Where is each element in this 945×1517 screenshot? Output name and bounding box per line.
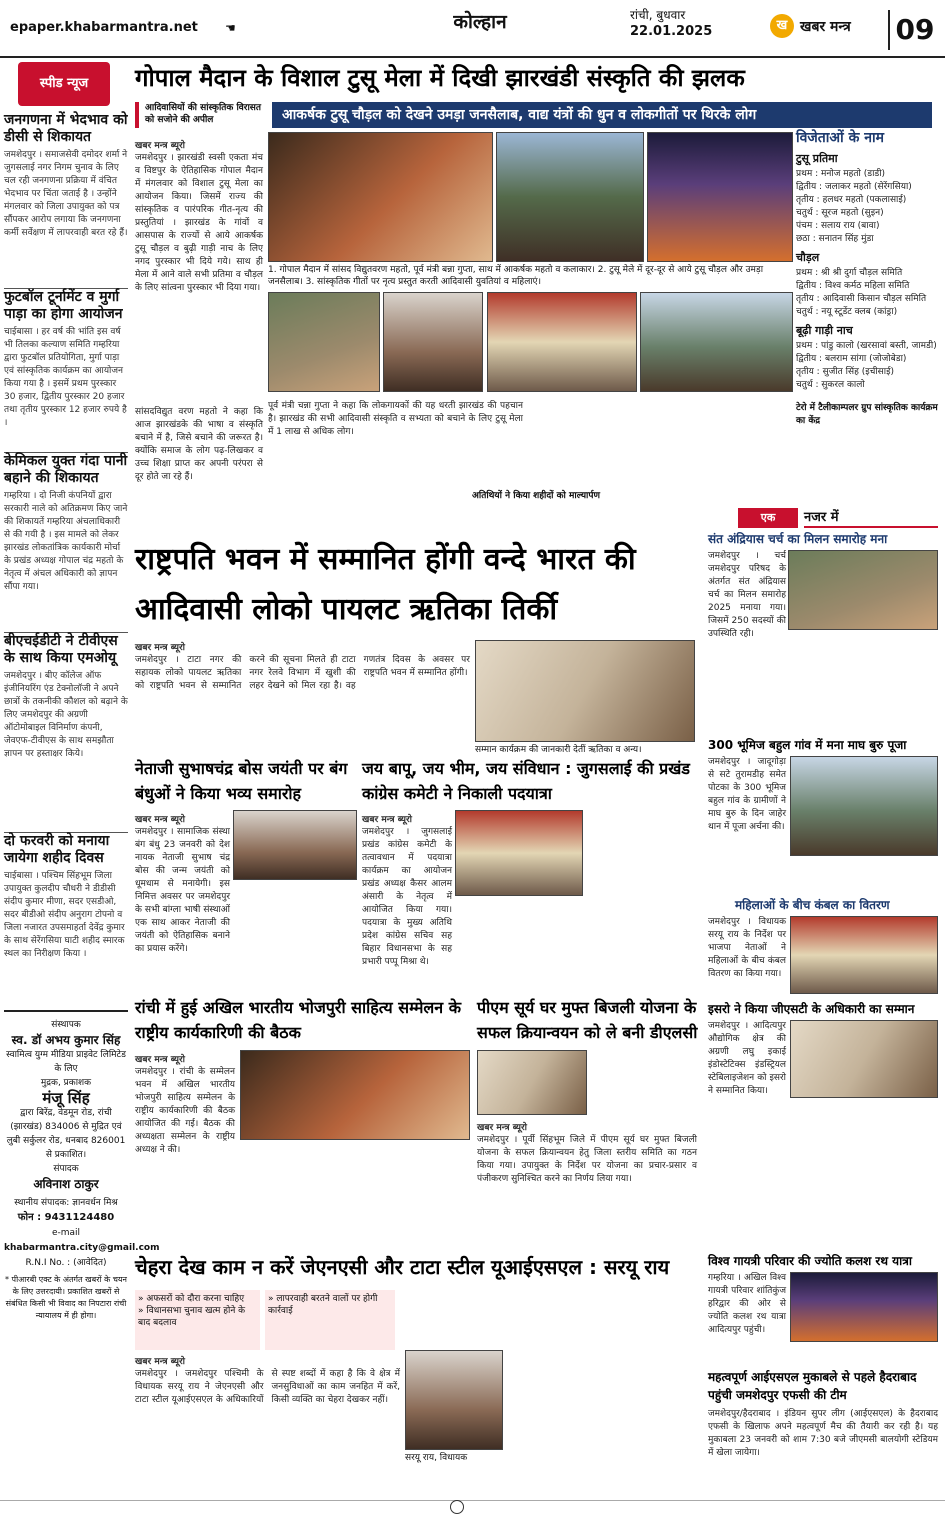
imprint-legal-note: * पीआरबी एक्ट के अंतर्गत खबरों के चयन के लिए उत्तरदायी। प्रकाशित खबरों से संबंधित किसी भी विवाद का निपटारा रांची न्यायालय में ही होगा। [5,1275,127,1320]
imprint-rni: R.N.I No. : (आवेदित) [25,1258,107,1268]
right-news-1-title: संत अंद्रियास चर्च का मिलन समारोह मना [708,532,888,546]
ek-label: एक [738,508,798,528]
photo-saryu-rai [405,1350,503,1450]
right-news-4-body: जमशेदपुर । आदित्यपुर औद्योगिक क्षेत्र की अग्रणी लघु इकाई इंडोस्टेटिक्स इंडस्ट्रियल स्टेबिलाइजेशन को इसरो ने सम्मानित किया। [708,1021,786,1096]
sidebar-news-2 [4,288,128,448]
article7-highlights-2 [265,1290,395,1350]
winner-line: द्वितीय : विश्व कर्मठ महिला समिति [796,281,910,291]
photo-blanket-distribution [790,916,938,994]
photo-women-dance [640,292,793,392]
article3-body: जमशेदपुर । सामाजिक संस्था बंग बंधु 23 जनवरी को देश नायक नेताजी सुभाष चंद्र बोस की जन्म जयंती को धूमधाम से मनायेगी। इस निमित्त अवसर पर जमशेदपुर के सभी बांग्ला भाषी संस्थाओं एक साथ आकर नेताजी की जयंती को ऐतिहासिक बनाने का प्रयास करेंगे। [135,827,230,954]
photo-leaders-on-stage [268,132,493,262]
winners-group: चौड़ल [796,251,820,264]
lead-body-2: सांसदविद्युत वरण महतो ने कहा कि आज झारखंडके की भाषा व संस्कृति बचाने में है, जिसे बचाने की जरूरत है। क्योंकि समाज के लोग पढ़-लिखकर व उच्च शिक्षा प्राप्त कर अपनी परंपरा से दूर होते जा रहे हैं। [135,407,263,482]
article7-body: जमशेदपुर । जमशेदपुर पश्चिमी के विधायक सरयू राय ने जेएनएसी और टाटा स्टील यूआईएसएल के अधिकारियों से स्पष्ट शब्दों में कहा है कि वे क्षेत्र में जनसुविधाओं का काम जनहित में करें, किसी व्यक्ति का चेहरा देखकर नहीं। [135,1369,400,1405]
winner-line: पंचम : सलाय राय (बावा) [796,221,880,231]
article4-headline: जय बापू, जय भीम, जय संविधान : जुगसलाई की प्रखंड कांग्रेस कमेटी ने निकाली पदयात्रा [362,759,690,803]
article6-headline: पीएम सूर्य घर मुफ्त बिजली योजना के सफल क्रियान्वयन को ले बनी डीएलसी [477,998,698,1042]
imprint-role: मुद्रक, प्रकाशक [40,1078,92,1088]
sidebar-news-body: चाईबासा । हर वर्ष की भांति इस वर्ष भी तिलका कल्याण समिति गम्हरिया द्वारा फुटबॉल प्रतियोगिता, मुर्गा पाड़ा एवं सांस्कृतिक कार्यक्रम का आयोजन किया गया है । इसमें प्रथम पुरस्कार 30 हजार, द्वितीय पुरस्कार 20 हजार तथा तृतीय पुरस्कार 12 हजार रुपये है । [4,327,127,428]
imprint-founder: स्व. डॉ अभय कुमार सिंह [11,1033,121,1047]
article4-byline: खबर मन्त्र ब्यूरो [362,815,412,825]
right-news-5-title: विश्व गायत्री परिवार की ज्योति कलश रथ यात्रा [708,1254,912,1268]
article5-body: जमशेदपुर । रांची के सम्मेलन भवन में अखिल भारतीय भोजपुरी साहित्य सम्मेलन के राष्ट्रीय कार्यकारिणी की बैठक आयोजित की गई। बैठक की अध्यक्षता सम्मेलन के राष्ट्रीय अध्यक्ष ने की। [135,1067,235,1155]
photo-bang-bandhu [233,810,357,880]
highlight-line: » अफसरों को दौरा करना चाहिए [138,1294,245,1304]
sidebar-news-title: फुटबॉल टूर्नामेंट व मुर्गा पाड़ा का होगा आयोजन [4,289,123,322]
photo-dancers [647,132,793,262]
photo-ritika-press [475,640,695,742]
sidebar-news-body: गम्हरिया । दो निजी कंपनियों द्वारा सरकारी नाले को अतिक्रमण किए जाने की शिकायतें गम्हरिया अंचलाधिकारी से की गयी है । इस मामले को लेकर झारखंड लोकतांत्रिक कार्यकारी मोर्चा के प्रखंड अध्यक्ष गोपाल चंद्र महतो के नेतृत्व में अंचल अधिकारी को ज्ञापन सौंपा गया। [4,491,128,592]
winner-line: प्रथम : श्री श्री दुर्गा चौड़ल समिति [796,268,903,278]
right-news-4-title: इसरो ने किया जीएसटी के अधिकारी का सम्मान [708,1002,915,1016]
section-title: कोल्हान [453,11,507,33]
article2-byline: खबर मन्त्र ब्यूरो [135,643,185,653]
article3-byline: खबर मन्त्र ब्यूरो [135,815,185,825]
dateline-city: रांची, बुधवार [630,8,686,22]
ek-nazar-header [708,508,938,528]
sidebar-news-title: केमिकल युक्त गंदा पानी बहाने की शिकायत [4,453,128,486]
sidebar-news-body: जमशेदपुर । बीए कॉलेज ऑफ इंजीनियरिंग एंड टेक्नोलॉजी ने अपने छात्रों के तकनीकी कौशल को बढ़ाने के लिए जमशेदपुर की अग्रणी ऑटोमोबाइल विनिर्माण कंपनी, जेवएफ-टीवीएस के साथ समझौता ज्ञापन पर हस्ताक्षर किये। [4,671,128,759]
winner-line: चतुर्थ : सूरज महतो (सुइन) [796,208,884,218]
winners-title: विजेताओं के नाम [796,130,884,146]
article7-highlights [135,1290,260,1350]
photo-gayatri-yatra [790,1272,938,1342]
sidebar-news-body: चाईबासा । पश्चिम सिंहभूम जिला उपायुक्त कुलदीप चौधरी ने डीडीसी संदीप कुमार मीणा, सदर एसडीओ, सदर बीडीओ संदीप अनुराग टोपनो व जिला नजारत उपसमाहर्ता देवेंद्र कुमार के साथ सेरेंगसिया घाटी शहीद स्मारक स्थल का निरीक्षण किया । [4,871,125,959]
sidebar-news-5 [4,832,128,1007]
photo-dlc-meeting [477,1050,587,1115]
sidebar-news-title: बीएचईडीटी ने टीवीएस के साथ किया एमओयू [4,633,118,666]
imprint-address: द्वारा बिरेंद्र, वेडमून रोड, रांची (झारखंड) 834006 से मुद्रित एवं लुबी सर्कुलर रोड, धनबाद 826001 से प्रकाशित। [6,1108,126,1160]
article7-byline: खबर मन्त्र ब्यूरो [135,1357,185,1367]
sidebar-news-title: दो फरवरी को मनाया जायेगा शहीद दिवस [4,833,110,866]
right-news-1-body: जमशेदपुर । चर्च जमशेदपुर परिषद के अंतर्गत संत अंद्रियास चर्च का मिलन समारोह 2025 मनाया गया। जिसमें 250 सदस्यों की उपस्थिति रही। [708,551,786,639]
article2-caption: सम्मान कार्यक्रम की जानकारी देतीं ऋतिका व अन्य। [475,745,642,755]
lead-subhead: आकर्षक टुसू चौड़ल को देखने उमड़ा जनसैलाब, वाद्य यंत्रों की धुन व लोकगीतों पर थिरके लोग [272,102,932,128]
winner-line: द्वितीय : बलराम सांगा (जोजोबेडा) [796,354,907,364]
article7-headline: चेहरा देख काम न करें जेएनएसी और टाटा स्टील यूआईएसएल : सरयू राय [135,1255,670,1279]
imprint-role: संपादक [53,1164,79,1174]
registration-mark-icon [450,1500,464,1514]
right-news-3-body: जमशेदपुर । विधायक सरयू राय के निर्देश पर भाजपा नेताओं ने महिलाओं के बीच कंबल वितरण का किया गया। [708,917,786,979]
sidebar-news-4 [4,632,128,828]
winners-extra: टेरो में टैलीकाम्पलर ग्रुप सांस्कृतिक कार्यक्रम का केंद्र [796,403,938,426]
logo-text: खबर मन्त्र [800,19,851,35]
winner-line: चतुर्थ : नयू स्टूडेंट क्लब (कांड्रा) [796,307,898,317]
photo-parade [268,292,380,392]
imprint-phone: फोन : 9431124480 [17,1212,115,1223]
lead-tag: आदिवासियों की सांस्कृतिक विरासत को सजोने की अपील [135,102,265,128]
right-news-6-title: महत्वपूर्ण आईएसएल मुकाबले से पहले हैदराबाद पहुंची जमशेदपुर एफसी की टीम [708,1370,917,1402]
dateline-date: 22.01.2025 [630,24,713,39]
imprint-email[interactable]: khabarmantra.city@gmail.com [4,1243,160,1253]
page-number: 09 [888,10,940,50]
winner-line: प्रथम : पांडु कालो (खरसावां बस्ती, जामडी) [796,341,937,351]
sidebar-news-3 [4,452,128,628]
lead-body: जमशेदपुर । झारखंडी स्वसी एकता मंच व विष्टपुर के ऐतिहासिक गोपाल मैदान में मंगलवार को विशाल टुसू मेला का आयोजन किया। जिसमें राज्य की सांस्कृतिक व पारंपरिक गीत-नृत्य की प्रस्तुतियां । झारखंड के गांवों व आसपास के राज्यों से आये आकर्षक टुसू चौड़ल व बुढ़ी गाड़ी नाच के लिए नगद पुरस्कार भी दिये गये। साथ ही मेला में आने वाले सभी प्रतिमा व चौड़ल के लिए सांत्वना पुरस्कार भी दिया गया। [135,153,263,293]
winner-line: चतुर्थ : सुकरल कालो [796,380,865,390]
right-news-5-body: गम्हरिया । अखिल विश्व गायत्री परिवार शांतिकुंज हरिद्वार की ओर से ज्योति कलश रथ यात्रा आदित्यपुर पहुंची। [708,1273,786,1335]
photo-padyatra [455,810,583,896]
article4-body: जमशेदपुर । जुगसलाई प्रखंड कांग्रेस कमेटी के तत्वावधान में पदयात्रा कार्यक्रम का आयोजन प्रखंड अध्यक्ष कैसर आलम अंसारी के नेतृत्व में आयोजित किया गया। पदयात्रा के मुख्य अतिथि प्रदेश कांग्रेस सचिव सह बिहार विधानसभा के सह प्रभारी पप्पू मिश्रा थे। [362,827,452,967]
photo-magh-buru-puja [790,756,938,856]
sidebar-news-1 [4,112,128,282]
photo-church-meet [788,550,938,630]
winner-line: प्रथम : मनोज महतो (डाडी) [796,169,886,179]
nazar-label: नजर में [804,508,938,528]
right-news-3-title: महिलाओं के बीच कंबल का वितरण [735,898,890,912]
article6-byline: खबर मन्त्र ब्यूरो [477,1123,527,1133]
photo-isro-honour [790,1020,938,1098]
logo-mark-icon: ख [770,14,794,38]
lead-bottom-label: अतिथियों ने किया शहीदों को माल्यार्पण [472,491,601,501]
winners-group: टुसू प्रतिमा [796,152,838,165]
highlight-line: » लापरवाही बरतने वालों पर होगी कार्रवाई [268,1294,378,1316]
photo-tusu-crowd [496,132,644,262]
photo-guests [383,292,483,392]
article2-body: जमशेदपुर । टाटा नगर की सहायक लोको पायलट ऋतिका को राष्ट्रपति भवन से सम्मानित करने की सूचना मिलते ही टाटा नगर रेलवे विभाग में खुशी की लहर देखने को मिल रहा है। वह गणतंत्र दिवस के अवसर पर राष्ट्रपति भवन में सम्मानित होंगी। [135,655,470,691]
photo-tusu-chaudal [487,292,637,392]
lead-headline: गोपाल मैदान के विशाल टुसू मेला में दिखी झारखंडी संस्कृति की झलक [135,64,745,92]
imprint-publisher: मंजू सिंह [42,1089,90,1107]
imprint-editor: अविनाश ठाकुर [33,1177,99,1191]
winner-line: तृतीय : हलधर महतो (पकलासाई) [796,195,907,205]
newspaper-logo [770,14,882,40]
winner-line: छठा : सनातन सिंह मुंडा [796,234,874,244]
article5-byline: खबर मन्त्र ब्यूरो [135,1055,185,1065]
article3-headline: नेताजी सुभाषचंद्र बोस जयंती पर बंग बंधुओं ने किया भव्य समारोह [135,759,348,803]
imprint-role: संस्थापक [51,1020,81,1030]
winner-line: तृतीय : सुजीत सिंह (इचीसाई) [796,367,895,377]
imprint-email-label: e-mail [51,1228,81,1238]
sidebar-news-title: जनगणना में भेदभाव को डीसी से शिकायत [4,112,128,145]
hand-cursor-icon: ☚ [225,21,236,35]
winner-line: द्वितीय : जलाकर महतो (सेरेंगसिया) [796,182,912,192]
highlight-line: » विधानसभा चुनाव खत्म होने के बाद बदलाव [138,1306,246,1328]
speed-news-badge: स्पीड न्यूज [18,62,110,106]
footer-rule [0,1500,945,1501]
lead-body-3: पूर्व मंत्री चन्ना गुप्ता ने कहा कि लोकगायकों की यह धरती झारखंड की पहचान है। झारखंड की सभी आदिवासी संस्कृति व सभ्यता को बचाने के लिए टुसू मेला में 1 लाख से अधिक लोग। [268,401,523,437]
photo-bhojpuri-meeting [240,1050,470,1140]
sidebar-news-body: जमशेदपुर । समाजसेवी दमोदर शर्मा ने जुगसलाई नगर निगम चुनाव के लिए चल रही जनगणना प्रक्रिया में वंचित भेदभाव पर चिंता जताई है । उन्होंने मंगलवार को जिला उपायुक्त को पत्र सौंपकर आरोप लगाया कि जनगणना कर्मी सर्वेक्षण में लापरवाही बरत रहे हैं। [4,150,128,238]
lead-byline: खबर मन्त्र ब्यूरो [135,141,185,151]
epaper-url[interactable]: epaper.khabarmantra.net [10,20,198,35]
article6-body: जमशेदपुर । पूर्वी सिंहभूम जिले में पीएम सूर्य घर मुफ्त बिजली योजना के सफल क्रियान्वयन हेतु जिला स्तरीय समिति का गठन किया गया। उपायुक्त के निर्देश पर योजना का प्रचार-प्रसार व पंजीकरण सुनिश्चित करने का निर्णय लिया गया। [477,1135,697,1184]
winners-group: बूढ़ी गाड़ी नाच [796,324,853,337]
right-news-6-body: जमशेदपुर/हैदराबाद । इंडियन सुपर लीग (आईएसएल) के हैदराबाद एफसी के खिलाफ अपने महत्वपूर्ण मैच की तैयारी कर रही है। यह मुकाबला 23 जनवरी को शाम 7:30 बजे जीएमसी बालयोगी स्टेडियम में खेला जायेगा। [708,1409,938,1458]
article5-headline: रांची में हुई अखिल भारतीय भोजपुरी साहित्य सम्मेलन के राष्ट्रीय कार्यकारिणी की बैठक [135,998,462,1042]
article2-headline: राष्ट्रपति भवन में सम्मानित होंगी वन्दे भारत की आदिवासी लोको पायलट ऋतिका तिर्की [135,542,636,627]
right-news-2-title: 300 भूमिज बहुल गांव में मना माघ बुरु पूजा [708,738,907,752]
right-news-2-body: जमशेदपुर । जादूगोड़ा से सटे तुरामडीह समेत पोटका के 300 भूमिज बहुल गांव के ग्रामीणों ने माघ बुरु के दिन जाहेर थान में पूजा अर्चना की। [708,757,786,832]
article7-caption: सरयू राय, विधायक [405,1453,468,1463]
imprint-local-editor: स्थानीय संपादक: ज्ञानवर्धन मिश्र [14,1198,118,1208]
imprint-owner: स्वामित्व युग्म मीडिया प्राइवेट लिमिटेड के लिए [6,1050,126,1074]
winner-line: तृतीय : आदिवासी किसान चौड़ल समिति [796,294,927,304]
lead-photo-caption: 1. गोपाल मैदान में सांसद विद्युतवरण महतो, पूर्व मंत्री बन्ना गुप्ता, साथ में आकर्षक महतो व कलाकार। 2. टुसू मेले में दूर-दूर से आये टुसू चौड़ल और उमड़ा जनसैलाब। 3. सांस्कृतिक गीतों पर नृत्य प्रस्तुत करती आदिवासी युवतियां व महिलाएं। [268,265,764,287]
